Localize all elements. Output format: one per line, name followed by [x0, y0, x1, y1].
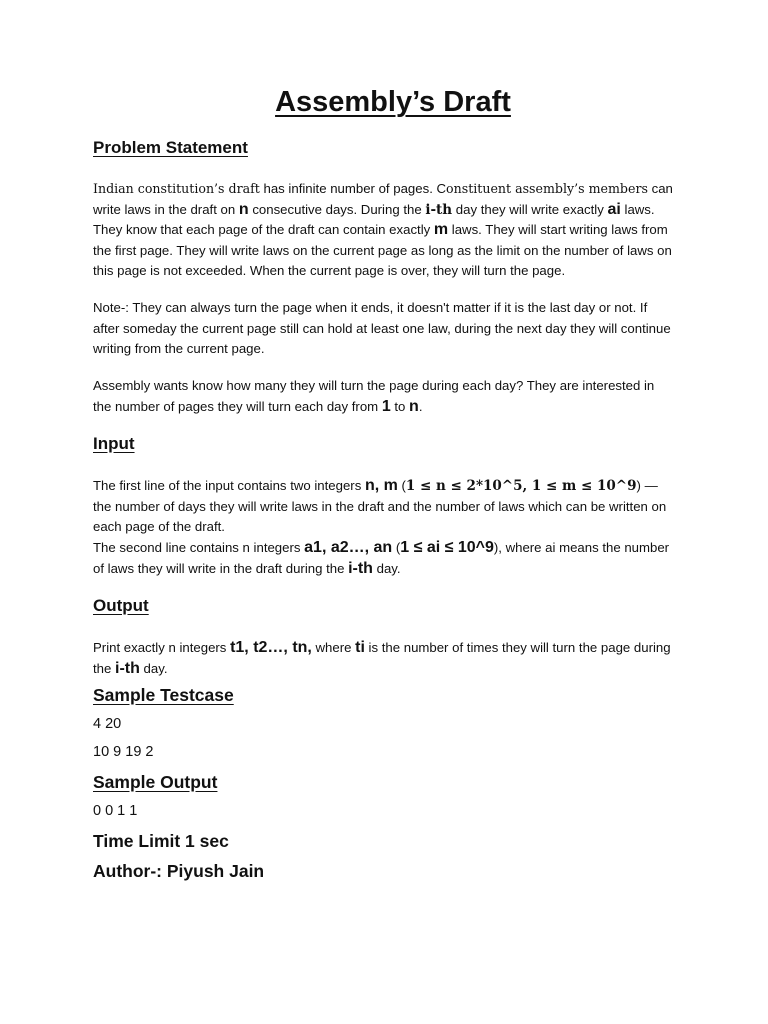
output-text-2: where — [311, 640, 356, 655]
problem-text-3: onstituent assembly’s members — [446, 181, 648, 196]
output-text-4: day. — [139, 660, 168, 676]
var-ti: ti — [355, 639, 365, 656]
input2-text-4: day. — [372, 560, 401, 576]
time-limit: Time Limit 1 sec — [93, 831, 229, 851]
problem-text-6: day they will write exactly — [452, 201, 608, 217]
var-array-t: t1, t2…, tn, — [230, 639, 312, 656]
output-heading: Output — [93, 596, 149, 615]
input-text-2: ( — [397, 478, 406, 493]
constraints-ai: 1 ≤ ai ≤ 10^9 — [400, 539, 494, 556]
question-paragraph — [93, 376, 675, 417]
problem-text-2: has infinite number of pages. C — [259, 181, 447, 196]
var-ai: ai — [607, 200, 621, 218]
input-text-1: The first line of the input contains two integers — [93, 478, 365, 493]
sample-output-line-1: 0 0 1 1 — [93, 803, 138, 819]
problem-text-1: Indian constitution’s draft — [93, 181, 260, 196]
problem-paragraph — [93, 179, 675, 282]
problem-statement-heading: Problem Statement — [93, 138, 248, 157]
sample-output-heading: Sample Output — [93, 772, 218, 792]
note-paragraph: Note-: They can always turn the page when it ends, it doesn't matter if it is the last day or not. If after someday the current page still can hold at least one law, during the next day they will continue writing from the current page. — [93, 300, 671, 356]
question-text-3: . — [418, 398, 423, 414]
var-m: m — [433, 221, 449, 238]
problem-text-4: can write laws in the draft on — [93, 181, 673, 217]
constraints-nm: 1 ≤ n ≤ 2*10^5, 1 ≤ m ≤ 10^9 — [405, 478, 637, 494]
sample-testcase-line-1: 4 20 — [93, 716, 122, 732]
input2-text-2: ( — [392, 540, 401, 555]
question-text-1: Assembly wants know how many they will turn the page during each day? They are interested in the number of pages they will turn each day from — [93, 378, 655, 414]
var-one: 1 — [381, 397, 391, 415]
input-line-1 — [93, 476, 675, 538]
input-text-3: ) — [636, 478, 641, 493]
var-nm: n, m — [364, 477, 398, 494]
output-paragraph — [93, 638, 675, 679]
question-text-2: to — [390, 398, 410, 414]
author: Author-: Piyush Jain — [93, 861, 265, 881]
sample-testcase-line-2: 10 9 19 2 — [93, 744, 154, 760]
input-text-4: — the number of days they will write laws in the draft and the number of laws which can be written on each page of the draft. — [93, 478, 667, 534]
var-ith: i-th — [425, 201, 453, 218]
problem-text-8: laws. They will start writing laws from the first page. They will write laws on the current page as long as the limit on the number of laws on this page is not exceeded. When the current page is over, they will turn the page. — [93, 222, 672, 278]
var-array-a: a1, a2…, an — [304, 539, 393, 556]
problem-text-7: laws. They know that each page of the draft can contain exactly — [93, 201, 655, 237]
output-text-3: is the number of times they will turn the page during the — [93, 640, 671, 676]
sample-testcase-heading: Sample Testcase — [93, 685, 234, 705]
var-n: n — [238, 200, 249, 218]
var-ith-3: i-th — [115, 659, 140, 677]
input-line-2 — [93, 538, 675, 579]
page-title: Assembly’s Draft — [275, 86, 511, 118]
input2-text-3: ), where ai means the number of laws they will write in the draft during the — [93, 540, 670, 576]
input-heading: Input — [93, 434, 135, 453]
output-text-1: Print exactly n integers — [93, 640, 231, 655]
problem-text-5: consecutive days. During the — [248, 201, 426, 217]
input2-text-1: The second line contains n integers — [93, 540, 305, 555]
var-ith-2: i-th — [348, 559, 373, 577]
var-n-2: n — [409, 397, 419, 415]
